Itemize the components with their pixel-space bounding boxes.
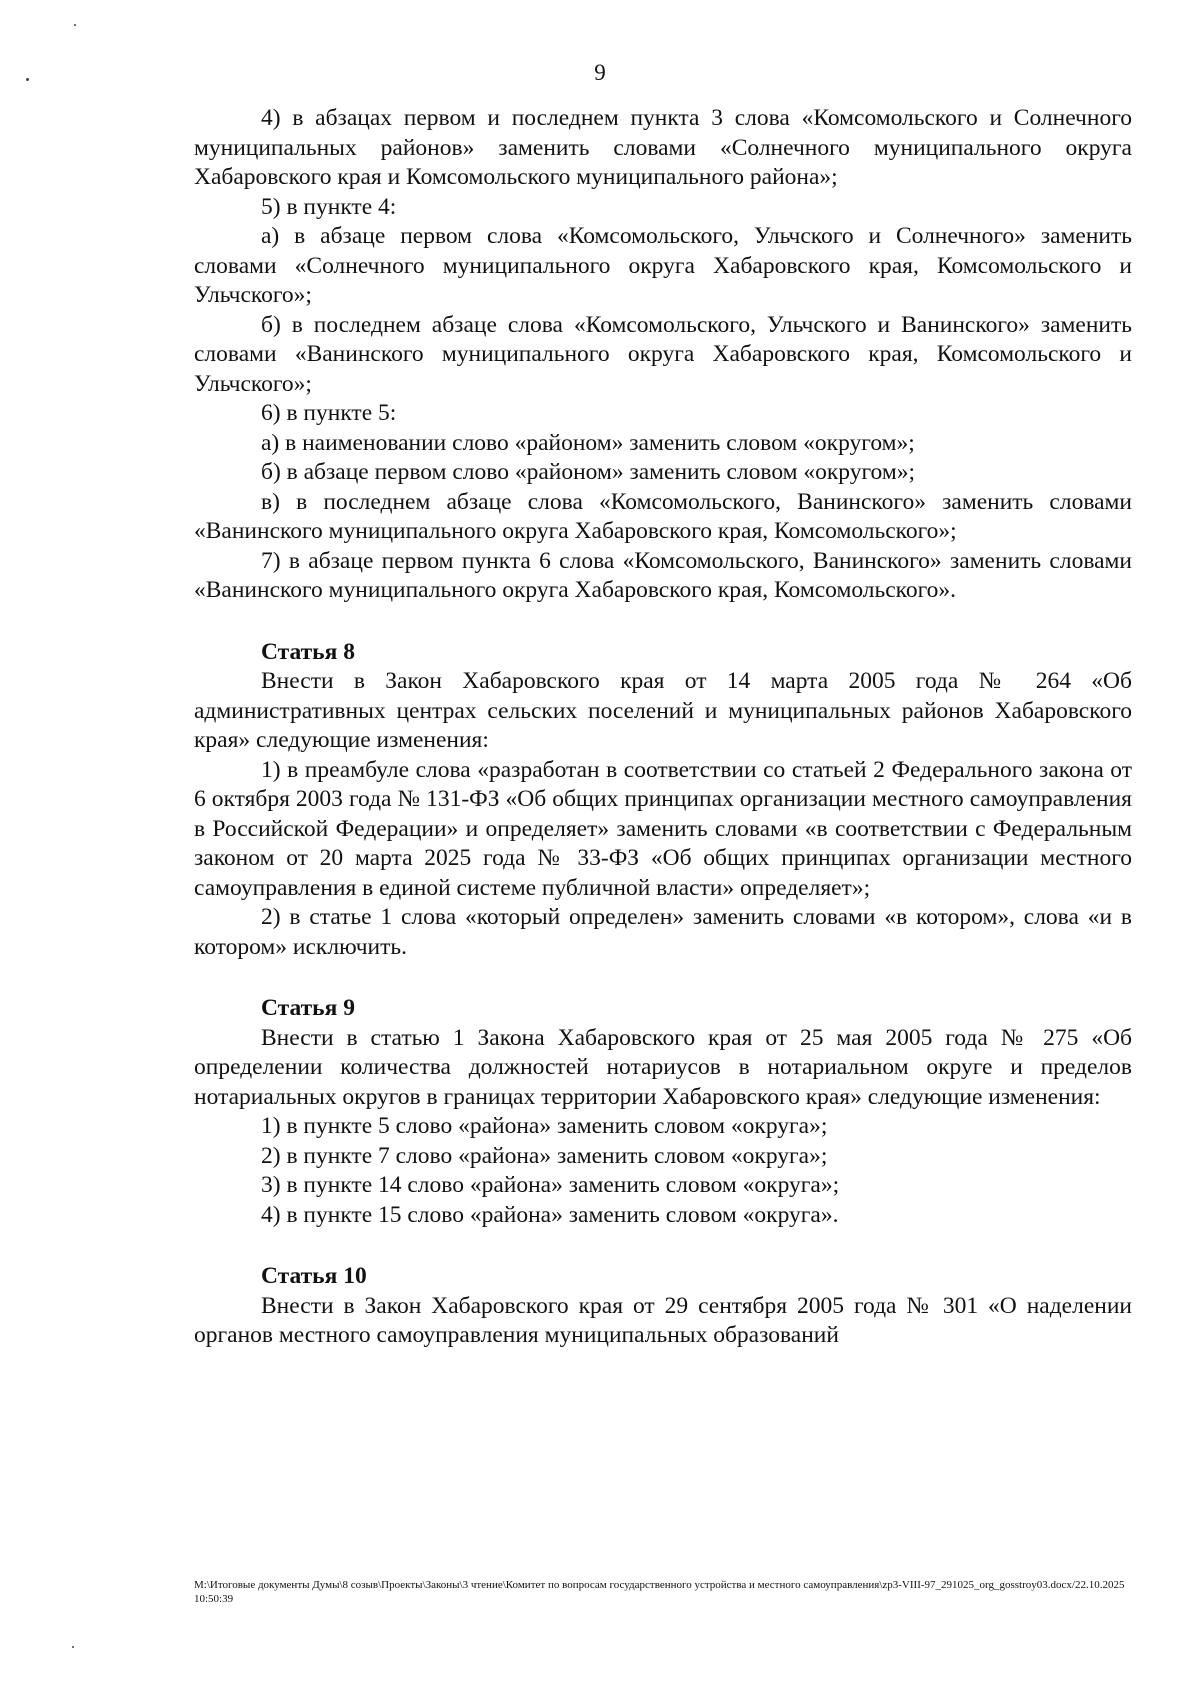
paragraph: 4) в абзацах первом и последнем пункта 3 слова «Комсомольского и Солнечного муниципальных районов» заменить словами «Солнечного муниципального округа Хабаровского края и Комсомольского муниципального района»; xyxy=(194,105,1132,190)
paragraph: 3) в пункте 14 слово «района» заменить словом «округа»; xyxy=(261,1172,840,1198)
article-heading: Статья 9 xyxy=(261,995,355,1021)
paragraph: в) в последнем абзаце слова «Комсомольского, Ванинского» заменить словами «Ванинского муниципального округа Хабаровского края, Комсомольского»; xyxy=(194,488,1132,544)
footer-file-path: M:\Итоговые документы Думы\8 созыв\Проекты\Законы\3 чтение\Комитет по вопросам государственного устройства и местного самоуправления\zp3-VIII-97_291025_org_gosstroy03.docx/22.10.2025 10:50:39 xyxy=(194,1579,1125,1605)
paragraph: б) в абзаце первом слово «районом» заменить словом «округом»; xyxy=(261,459,915,485)
paragraph: 6) в пункте 5: xyxy=(261,400,397,426)
paragraph: 1) в преамбуле слова «разработан в соответствии со статьей 2 Федерального закона от 6 октября 2003 года № 131-ФЗ «Об общих принципах организации местного самоуправления в Российской Федерации» и определяет» заменить словами «в соответствии с Федеральным законом от 20 марта 2025 года № 33-ФЗ «Об общих принципах организации местного самоуправления в единой системе публичной власти» определяет»; xyxy=(194,756,1132,901)
paragraph: а) в абзаце первом слова «Комсомольского, Ульчского и Солнечного» заменить словами «Солнечного муниципального округа Хабаровского края, Комсомольского и Ульчского»; xyxy=(194,223,1132,308)
paragraph: 2) в пункте 7 слово «района» заменить словом «округа»; xyxy=(261,1142,828,1169)
paragraph: 1) в пункте 5 слово «района» заменить словом «округа»; xyxy=(261,1113,828,1139)
paragraph: а) в наименовании слово «районом» заменить словом «округом»; xyxy=(261,429,915,456)
paragraph: б) в последнем абзаце слова «Комсомольского, Ульчского и Ванинского» заменить словами «Ванинского муниципального округа Хабаровского края, Комсомольского и Ульчского»; xyxy=(194,311,1132,397)
paragraph: 4) в пункте 15 слово «района» заменить словом «округа». xyxy=(261,1201,839,1228)
paragraph: Внести в Закон Хабаровского края от 29 сентября 2005 года № 301 «О наделении органов местного самоуправления муниципальных образований xyxy=(194,1292,1132,1348)
paragraph: Внести в статью 1 Закона Хабаровского края от 25 мая 2005 года № 275 «Об определении количества должностей нотариусов в нотариальном округе и пределов нотариальных округов в границах территории Хабаровского края» следующие изменения: xyxy=(194,1024,1132,1110)
article-heading: Статья 10 xyxy=(261,1263,367,1289)
page-number: 9 xyxy=(594,60,606,85)
paragraph: 2) в статье 1 слова «который определен» заменить словами «в котором», слова «и в котором» исключить. xyxy=(194,904,1132,960)
document-body xyxy=(194,104,1132,1351)
scan-speck xyxy=(74,24,76,26)
article-heading: Статья 8 xyxy=(261,638,355,665)
paragraph: Внести в Закон Хабаровского края от 14 марта 2005 года № 264 «Об административных центрах сельских поселений и муниципальных районов Хабаровского края» следующие изменения: xyxy=(194,668,1132,753)
scan-speck xyxy=(72,1646,74,1648)
paragraph: 5) в пункте 4: xyxy=(261,193,397,220)
paragraph: 7) в абзаце первом пункта 6 слова «Комсомольского, Ванинского» заменить словами «Ванинского муниципального округа Хабаровского края, Комсомольского». xyxy=(194,547,1132,603)
